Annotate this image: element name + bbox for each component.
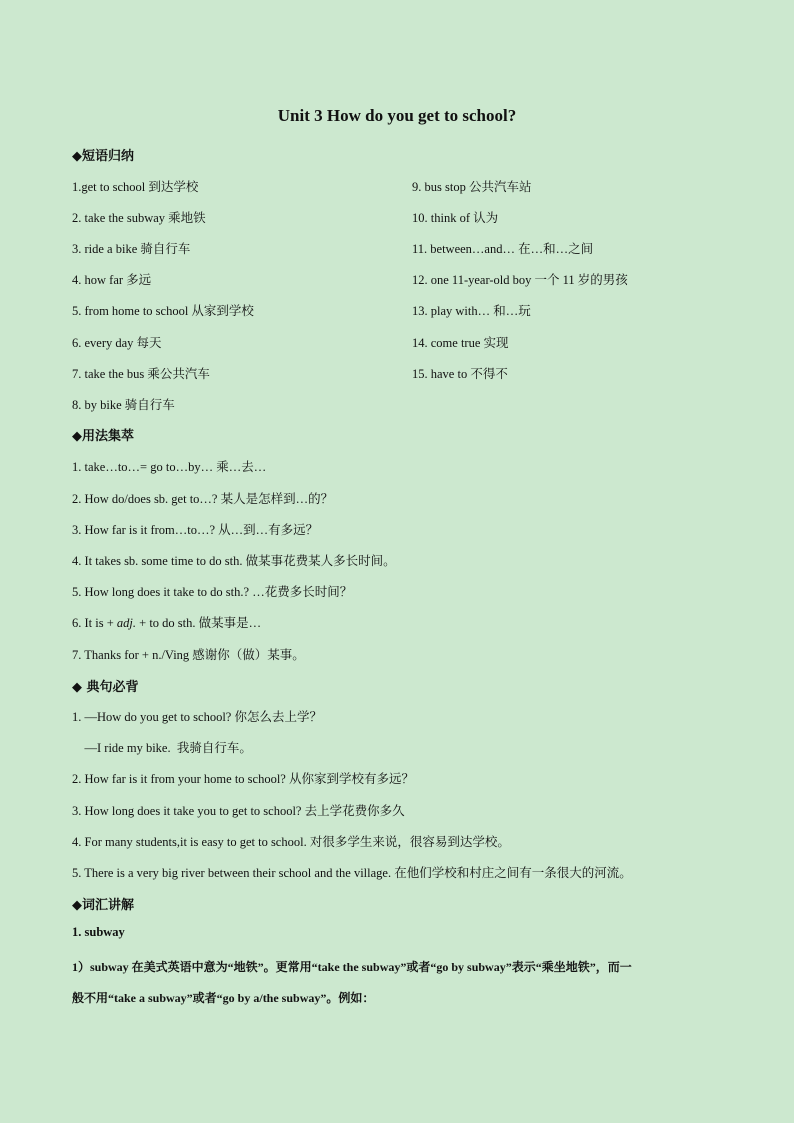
usage-item: 5. How long does it take to do sth.? …花费多长时间？	[72, 585, 353, 599]
phrase-item: 6. every day 每天	[72, 336, 162, 350]
usage-item-6-post: + to do sth. 做某事是…	[136, 616, 262, 630]
section-heading-phrases: ◆短语归纳	[72, 149, 134, 164]
phrase-item: 12. one 11-year-old boy 一个 11 岁的男孩	[412, 273, 628, 287]
vocab-subheading: 1. subway	[72, 925, 125, 939]
phrase-item: 3. ride a bike 骑自行车	[72, 242, 191, 256]
usage-item: 1. take…to…= go to…by… 乘…去…	[72, 460, 267, 474]
usage-item-6-pre: 6. It is +	[72, 616, 117, 630]
phrase-item: 10. think of 认为	[412, 211, 499, 225]
section-heading-usage: ◆用法集萃	[72, 429, 134, 444]
phrase-item: 11. between…and… 在…和…之间	[412, 242, 594, 256]
section-heading-sentences: ◆ 典句必背	[72, 680, 139, 695]
phrase-item: 14. come true 实现	[412, 336, 509, 350]
usage-item: 3. How far is it from…to…? 从…到…有多远？	[72, 523, 319, 537]
phrase-item: 5. from home to school 从家到学校	[72, 304, 254, 318]
usage-item	[72, 613, 261, 631]
phrase-item: 9. bus stop 公共汽车站	[412, 180, 532, 194]
phrase-item: 15. have to 不得不	[412, 367, 508, 381]
usage-item: 7. Thanks for + n./Ving 感谢你（做）某事。	[72, 648, 305, 662]
sentence-item: 1. —How do you get to school? 你怎么去上学？	[72, 710, 322, 724]
phrase-item: 8. by bike 骑自行车	[72, 398, 175, 412]
phrase-item: 13. play with… 和…玩	[412, 304, 531, 318]
page-title: Unit 3 How do you get to school?	[277, 106, 517, 125]
sentence-item: 5. There is a very big river between their school and the village. 在他们学校和村庄之间有一条很大的河流。	[72, 866, 632, 880]
phrase-item: 4. how far 多远	[72, 273, 152, 287]
sentence-item: 3. How long does it take you to get to school? 去上学花费你多久	[72, 804, 405, 818]
usage-item: 4. It takes sb. some time to do sth. 做某事花费某人多长时间。	[72, 554, 396, 568]
usage-item: 2. How do/does sb. get to…? 某人是怎样到…的？	[72, 492, 334, 506]
vocab-paragraph-line: 1）subway 在美式英语中意为“地铁”。更常用“take the subway”或者“go by subway”表示“乘坐地铁”，而一	[72, 960, 632, 974]
phrase-item: 7. take the bus 乘公共汽车	[72, 367, 210, 381]
phrase-item: 1.get to school 到达学校	[72, 180, 199, 194]
section-heading-vocab: ◆词汇讲解	[72, 898, 134, 913]
sentence-item: —I ride my bike. 我骑自行车。	[72, 741, 252, 755]
phrase-item: 2. take the subway 乘地铁	[72, 211, 206, 225]
vocab-paragraph-line: 般不用“take a subway”或者“go by a/the subway”。例如：	[72, 991, 375, 1005]
sentence-item: 4. For many students,it is easy to get to school. 对很多学生来说，很容易到达学校。	[72, 835, 510, 849]
usage-item-6-italic: adj.	[116, 616, 137, 630]
sentence-item: 2. How far is it from your home to school? 从你家到学校有多远？	[72, 772, 414, 786]
